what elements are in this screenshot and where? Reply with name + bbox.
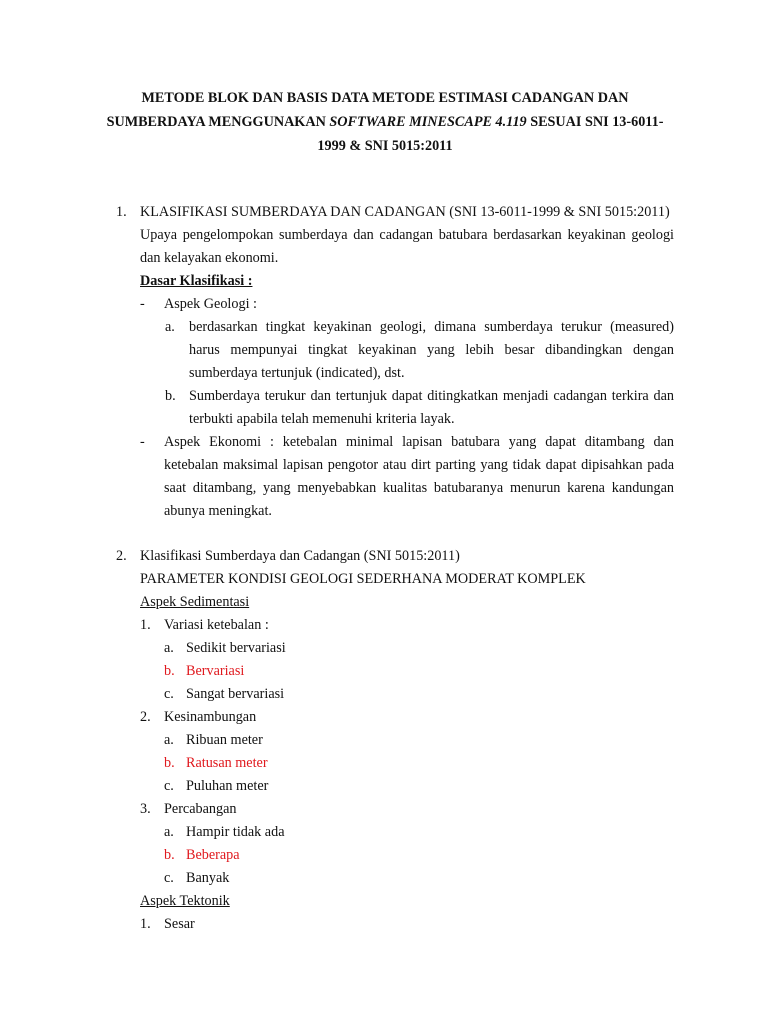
option-marker: a. xyxy=(164,824,174,840)
parameter-heading: PARAMETER KONDISI GEOLOGI SEDERHANA MODERAT KOMPLEK xyxy=(140,571,586,587)
option-text: Sedikit bervariasi xyxy=(186,640,286,656)
section-1-heading: KLASIFIKASI SUMBERDAYA DAN CADANGAN (SNI 13-6011-1999 & SNI 5015:2011) xyxy=(140,204,670,220)
option-text-highlighted: Bervariasi xyxy=(186,663,245,679)
item-b-line-1: Sumberdaya terukur dan tertunjuk dapat ditingkatkan menjadi cadangan terkira dan xyxy=(189,388,674,404)
group-2-label: Kesinambungan xyxy=(164,709,257,725)
aspek-sedimentasi-heading: Aspek Sedimentasi xyxy=(140,594,250,610)
option-marker: a. xyxy=(164,732,174,748)
option-text: Puluhan meter xyxy=(186,778,269,794)
item-b-marker: b. xyxy=(165,388,176,404)
option-marker: c. xyxy=(164,870,174,886)
item-b-line-2: terbukti apabila telah memenuhi kriteria layak. xyxy=(189,411,455,427)
tektonik-item-number: 1. xyxy=(140,916,151,932)
option-text: Ribuan meter xyxy=(186,732,263,748)
option-marker-highlighted: b. xyxy=(164,755,175,771)
section-2-number: 2. xyxy=(116,548,127,564)
option-marker: c. xyxy=(164,686,174,702)
option-marker-highlighted: b. xyxy=(164,847,175,863)
section-1-desc-line-2: dan kelayakan ekonomi. xyxy=(140,250,279,266)
item-a-line-2: harus mempunyai tingkat keyakinan yang lebih besar dibandingkan dengan xyxy=(189,342,674,358)
option-text-highlighted: Ratusan meter xyxy=(186,755,268,771)
option-text: Banyak xyxy=(186,870,230,886)
document-title xyxy=(100,86,670,158)
option-marker: a. xyxy=(164,640,174,656)
section-1-number: 1. xyxy=(116,204,127,220)
title-line-2-italic: SOFTWARE MINESCAPE 4.119 xyxy=(329,114,527,130)
title-line-2 xyxy=(100,110,670,134)
tektonik-item-label: Sesar xyxy=(164,916,195,932)
aspek-geologi-label: Aspek Geologi : xyxy=(164,296,257,312)
option-text: Sangat bervariasi xyxy=(186,686,285,702)
aspek-tektonik-heading: Aspek Tektonik xyxy=(140,893,230,909)
option-marker-highlighted: b. xyxy=(164,663,175,679)
group-1-label: Variasi ketebalan : xyxy=(164,617,269,633)
title-line-2-pre: SUMBERDAYA MENGGUNAKAN xyxy=(106,114,330,130)
dash-bullet: - xyxy=(140,296,145,312)
aspek-ekonomi-line-4: abunya meningkat. xyxy=(164,503,272,519)
aspek-ekonomi-line-1: Aspek Ekonomi : ketebalan minimal lapisan batubara yang dapat ditambang dan xyxy=(164,434,674,450)
title-line-2-post: SESUAI SNI 13-6011- xyxy=(526,114,664,130)
option-text: Hampir tidak ada xyxy=(186,824,285,840)
item-a-line-3: sumberdaya tertunjuk (indicated), dst. xyxy=(189,365,405,381)
item-a-line-1: berdasarkan tingkat keyakinan geologi, dimana sumberdaya terukur (measured) xyxy=(189,319,674,335)
group-3-number: 3. xyxy=(140,801,151,817)
item-a-marker: a. xyxy=(165,319,175,335)
group-2-number: 2. xyxy=(140,709,151,725)
section-1-desc-line-1: Upaya pengelompokan sumberdaya dan cadangan batubara berdasarkan keyakinan geologi xyxy=(140,227,674,243)
dash-bullet: - xyxy=(140,434,145,450)
option-text-highlighted: Beberapa xyxy=(186,847,240,863)
aspek-ekonomi-line-2: ketebalan maksimal lapisan pengotor atau dirt parting yang tidak dapat dipisahkan pada xyxy=(164,457,674,473)
title-line-3: 1999 & SNI 5015:2011 xyxy=(317,138,453,154)
section-2-heading: Klasifikasi Sumberdaya dan Cadangan (SNI 5015:2011) xyxy=(140,548,460,564)
group-3-label: Percabangan xyxy=(164,801,237,817)
dasar-klasifikasi-heading: Dasar Klasifikasi : xyxy=(140,273,253,289)
group-1-number: 1. xyxy=(140,617,151,633)
aspek-ekonomi-line-3: saat ditambang, yang menyebabkan kualitas batubaranya menurun karena kandungan xyxy=(164,480,674,496)
title-line-1: METODE BLOK DAN BASIS DATA METODE ESTIMASI CADANGAN DAN xyxy=(141,90,629,106)
option-marker: c. xyxy=(164,778,174,794)
